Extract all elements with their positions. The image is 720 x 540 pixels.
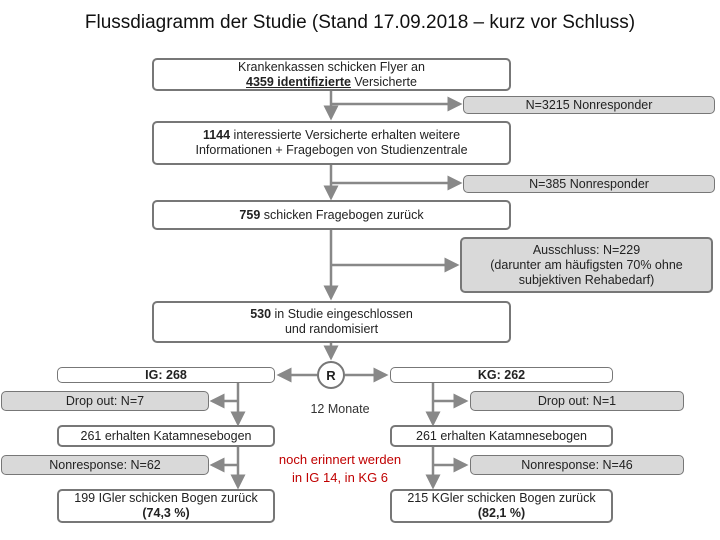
reminder-note-line2: in IG 14, in KG 6 [291,470,389,485]
box-ig-nonresponse-text: Nonresponse: N=62 [49,457,161,472]
box-nonresponder-1-text: N=3215 Nonresponder [525,97,653,112]
box-kg-katamnese [390,425,613,447]
box-ig-text: IG: 268 [145,367,187,382]
box-ig-final-percent: (74,3 %) [142,506,190,520]
box-returned-count: 759 [239,207,261,222]
box-flyer-line2 [246,75,417,90]
box-kg-final-line1: 215 KGler schicken Bogen zurück [407,491,596,505]
box-kg-nonresponse-text: Nonresponse: N=46 [521,457,633,472]
box-interested-line2: Informationen + Fragebogen von Studienzentrale [195,143,468,157]
box-ig-katamnese-text: 261 erhalten Katamnesebogen [80,428,252,443]
box-kg-nonresponse [470,455,684,475]
box-kg-final-percent: (82,1 %) [477,506,526,520]
box-included-line1-rest: in Studie eingeschlossen [271,307,413,321]
box-flyer-count: 4359 identifizierte [246,74,351,89]
box-included [152,301,511,343]
box-ig-dropout [1,391,209,411]
box-kg-text: KG: 262 [477,367,526,382]
box-returned-rest: schicken Fragebogen zurück [260,207,424,222]
box-ig-nonresponse [1,455,209,475]
randomisation-node: R [317,361,345,389]
box-kg-dropout-text: Drop out: N=1 [537,393,617,408]
box-kg [390,367,613,383]
box-kg-final [390,489,613,523]
box-ig-final-line1: 199 IGler schicken Bogen zurück [74,491,258,505]
page-title: Flussdiagramm der Studie (Stand 17.09.2018 – kurz vor Schluss) [84,12,636,33]
box-flyer-line1: Krankenkassen schicken Flyer an [238,59,425,74]
box-exclusion [460,237,713,293]
reminder-note-line1: noch erinnert werden [278,452,402,467]
box-included-count: 530 [250,307,272,321]
box-exclusion-line3: subjektiven Rehabedarf) [518,272,655,287]
reminder-note [248,451,432,487]
box-exclusion-line1: Ausschluss: N=229 [532,242,641,257]
box-interested-line1-rest: interessierte Versicherte erhalten weitere [230,128,461,142]
box-ig-katamnese [57,425,275,447]
label-12-months: 12 Monate [310,402,370,416]
box-kg-katamnese-text: 261 erhalten Katamnesebogen [416,428,587,443]
box-kg-dropout [470,391,684,411]
box-nonresponder-1 [463,96,715,114]
box-nonresponder-2 [463,175,715,193]
box-ig-dropout-text: Drop out: N=7 [65,393,145,408]
box-ig-final [57,489,275,523]
box-interested-count: 1144 [202,128,231,142]
box-nonresponder-2-text: N=385 Nonresponder [529,176,649,191]
box-included-line2: und randomisiert [284,322,379,336]
box-exclusion-line2: (darunter am häufigsten 70% ohne [490,257,683,272]
box-included-line1 [250,307,413,322]
box-ig [57,367,275,383]
box-returned-line [239,208,423,223]
box-flyer-line2-rest: Versicherte [350,74,417,89]
box-returned [152,200,511,230]
box-interested-line1 [203,128,460,143]
box-flyer [152,58,511,91]
box-interested [152,121,511,165]
